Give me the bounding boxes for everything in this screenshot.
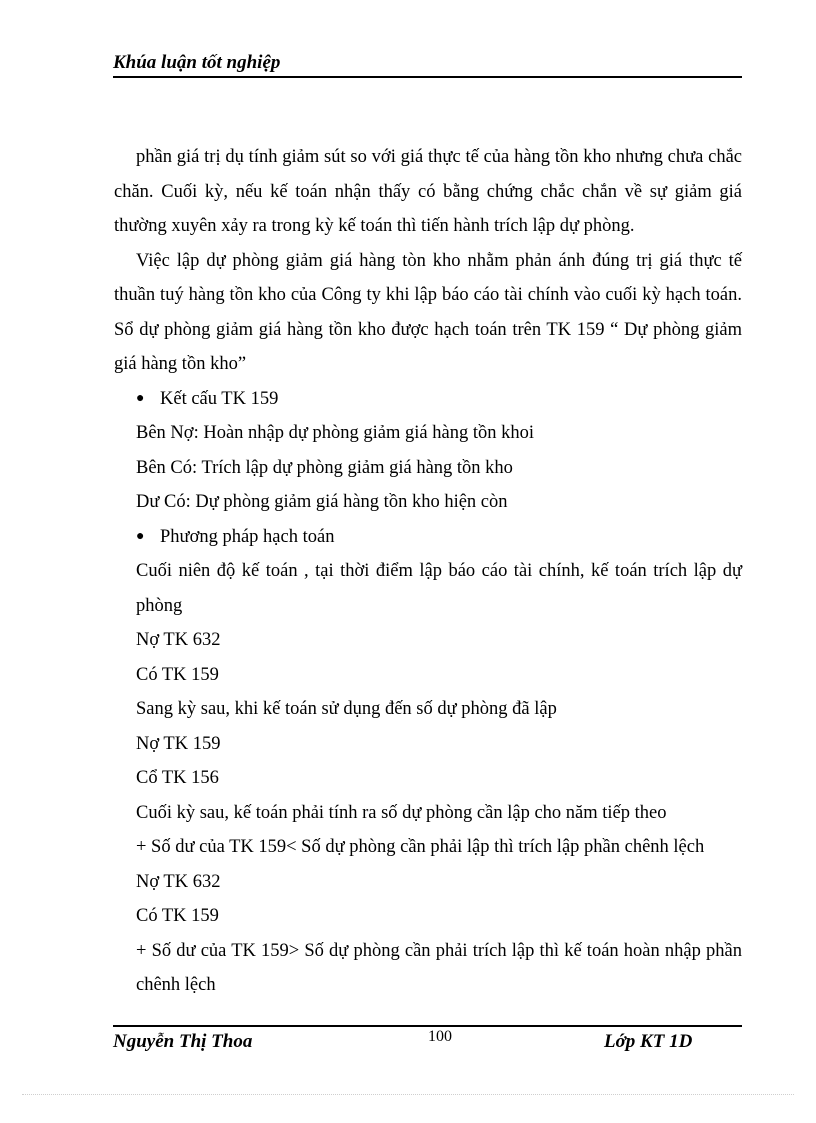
paragraph-1: phần giá trị dụ tính giảm sút so với giá thực tế của hàng tồn kho nhưng chưa chắc chăn. Cuối kỳ, nếu kế toán nhận thấy có bằng chứng chắc chắn về sự giảm giá thường xuyên xảy ra trong kỳ kế toán thì tiến hành trích lập dự phòng.: [114, 147, 742, 236]
entry-line: Nợ TK 632: [136, 871, 221, 892]
footer-author: Nguyễn Thị Thoa: [113, 1031, 253, 1052]
entry-line: Cuối kỳ sau, kế toán phải tính ra số dự phòng cần lập cho năm tiếp theo: [136, 802, 667, 823]
paragraph-2: Việc lập dự phòng giảm giá hàng tòn kho nhằm phản ánh đúng trị giá thực tế thuần tuý hàng tồn kho của Công ty khi lập báo cáo tài chính vào cuối kỳ hạch toán. Sổ dự phòng giảm giá hàng tồn kho được hạch toán trên TK 159 “ Dự phòng giảm giá hàng tồn kho”: [114, 250, 742, 374]
bullet-text: Kết cấu TK 159: [160, 388, 279, 409]
bullet-item-structure: [136, 382, 742, 417]
page-number: 100: [428, 1028, 452, 1045]
balance-line: Dư Có: Dự phòng giảm giá hàng tồn kho hiện còn: [136, 492, 508, 512]
paragraph-3: Cuối niên độ kế toán , tại thời điểm lập báo cáo tài chính, kế toán trích lập dự phòng: [136, 561, 742, 616]
footer-rule: [113, 1025, 742, 1027]
header-rule: [113, 76, 742, 78]
entry-line: Nợ TK 159: [136, 733, 221, 754]
debit-side-line: Bên Nợ: Hoàn nhập dự phòng giảm giá hàng tồn khoi: [136, 423, 534, 443]
bullet-item-method: [136, 520, 742, 555]
bullet-icon: ●: [136, 390, 145, 406]
paragraph-4: + Số dư của TK 159> Số dự phòng cần phải trích lập thì kế toán hoàn nhập phần chênh lệch: [136, 940, 742, 995]
entry-line: + Số dư của TK 159< Số dự phòng cần phải lập thì trích lập phần chênh lệch: [136, 837, 705, 857]
header-title: Khúa luận tốt nghiệp: [113, 52, 281, 73]
credit-side-line: Bên Có: Trích lập dự phòng giảm giá hàng tồn kho: [136, 457, 513, 478]
entry-line: Sang kỳ sau, khi kế toán sử dụng đến số dự phòng đã lập: [136, 699, 557, 719]
entry-line: Có TK 159: [136, 906, 219, 926]
entry-line: Nợ TK 632: [136, 630, 221, 650]
bullet-text: Phương pháp hạch toán: [160, 526, 335, 547]
bullet-icon: ●: [136, 528, 145, 544]
entry-line: Cổ TK 156: [136, 768, 219, 788]
footer-class: Lớp KT 1D: [604, 1031, 693, 1052]
page-edge-divider: [22, 1094, 794, 1095]
document-body: [114, 140, 742, 1003]
entry-line: Có TK 159: [136, 664, 219, 685]
